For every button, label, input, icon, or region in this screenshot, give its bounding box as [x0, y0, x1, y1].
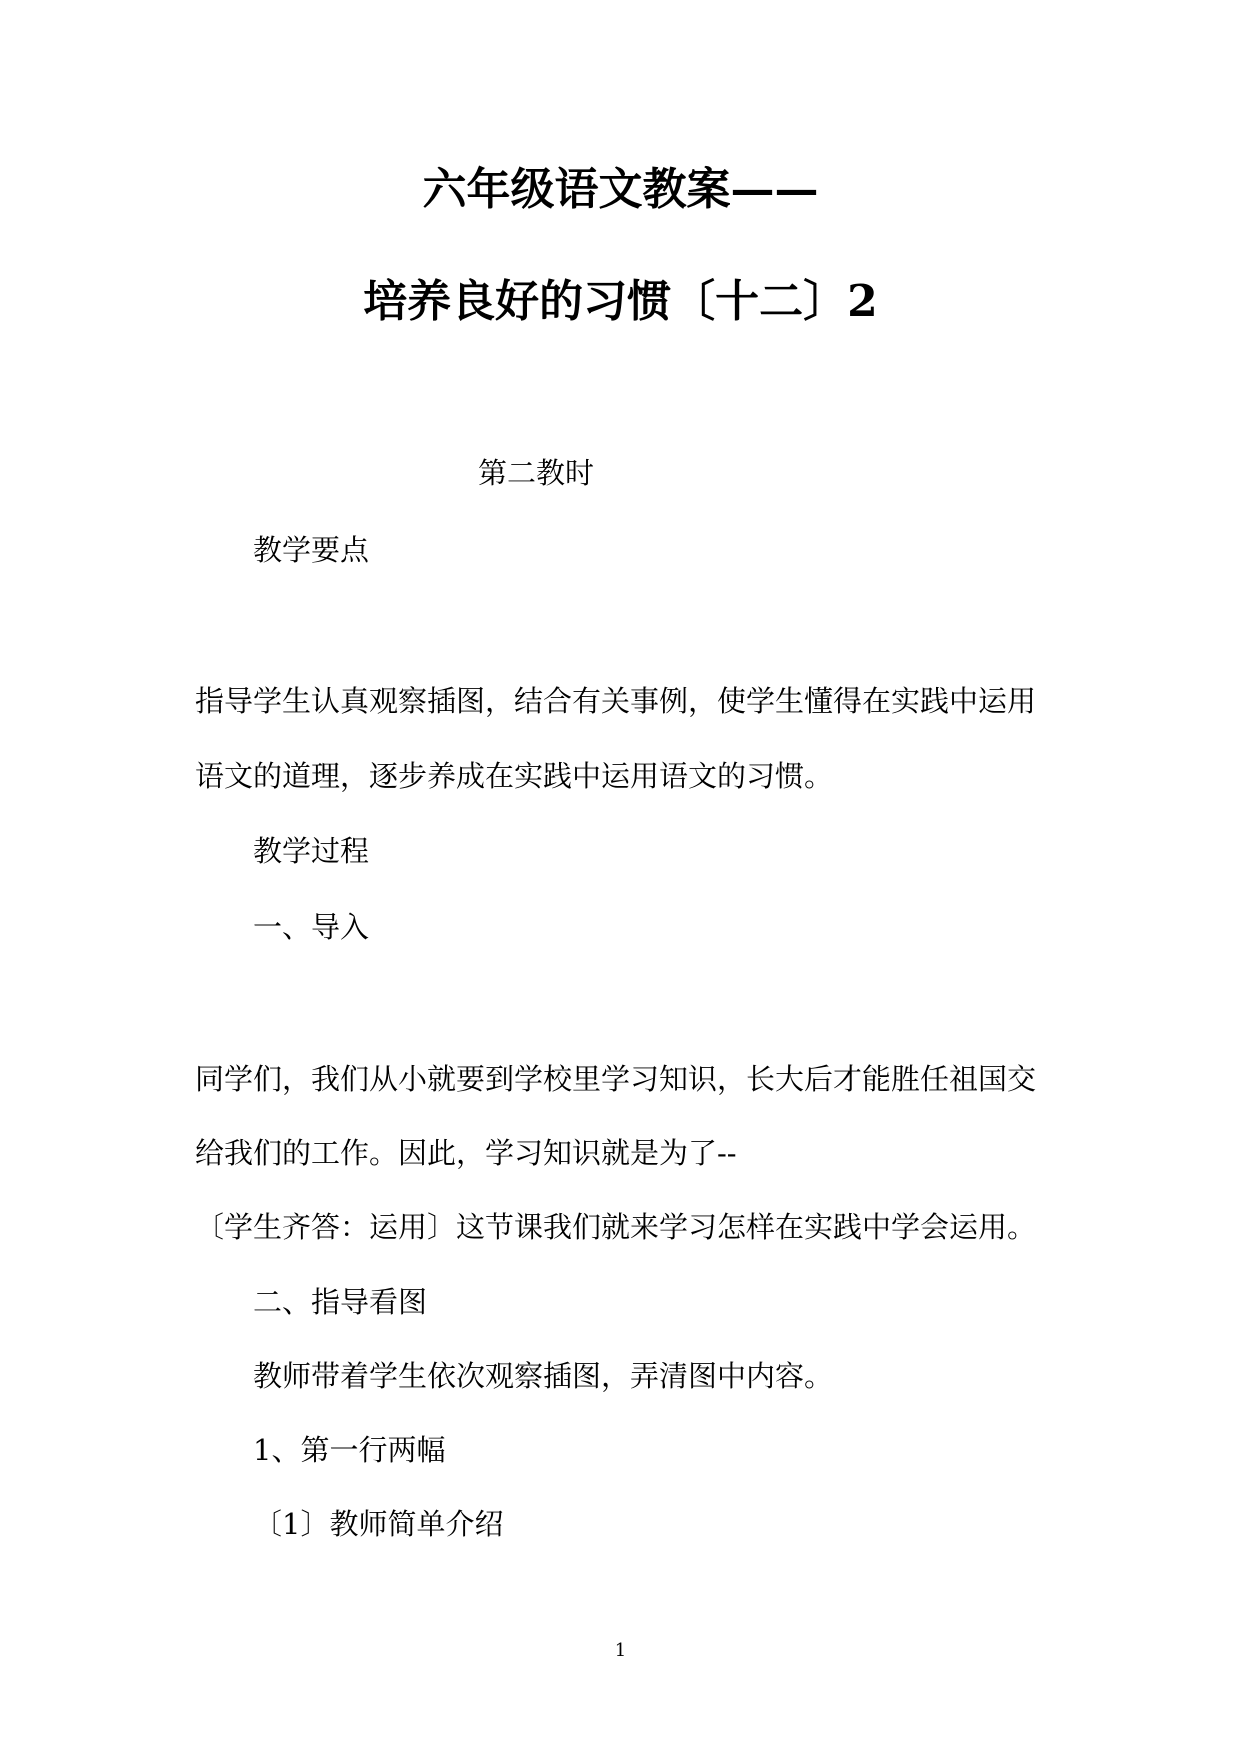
title-line-2: 培养良好的习惯〔十二〕2	[363, 276, 878, 327]
item-1-subitem: 〔1〕教师简单介绍	[253, 1507, 504, 1541]
intro-text-line-3: 〔学生齐答：运用〕这节课我们就来学习怎样在实践中学会运用。	[195, 1210, 1037, 1244]
lesson-label: 第二教时	[478, 456, 595, 490]
section-1-heading: 一、导入	[253, 910, 370, 944]
section-2-heading: 二、指导看图	[253, 1285, 428, 1319]
objectives-heading: 教学要点	[253, 533, 370, 567]
intro-text-line-1: 同学们，我们从小就要到学校里学习知识，长大后才能胜任祖国交	[195, 1062, 1037, 1096]
item-1-heading: 1、第一行两幅	[253, 1433, 446, 1467]
intro-text-line-2: 给我们的工作。因此，学习知识就是为了--	[195, 1136, 737, 1170]
title-line-1: 六年级语文教案——	[422, 164, 819, 215]
objectives-text-line-2: 语文的道理，逐步养成在实践中运用语文的习惯。	[195, 759, 834, 793]
objectives-text-line-1: 指导学生认真观察插图，结合有关事例，使学生懂得在实践中运用	[195, 684, 1037, 718]
guide-text: 教师带着学生依次观察插图，弄清图中内容。	[253, 1359, 834, 1393]
page-number: 1	[614, 1640, 627, 1661]
process-heading: 教学过程	[253, 834, 370, 868]
